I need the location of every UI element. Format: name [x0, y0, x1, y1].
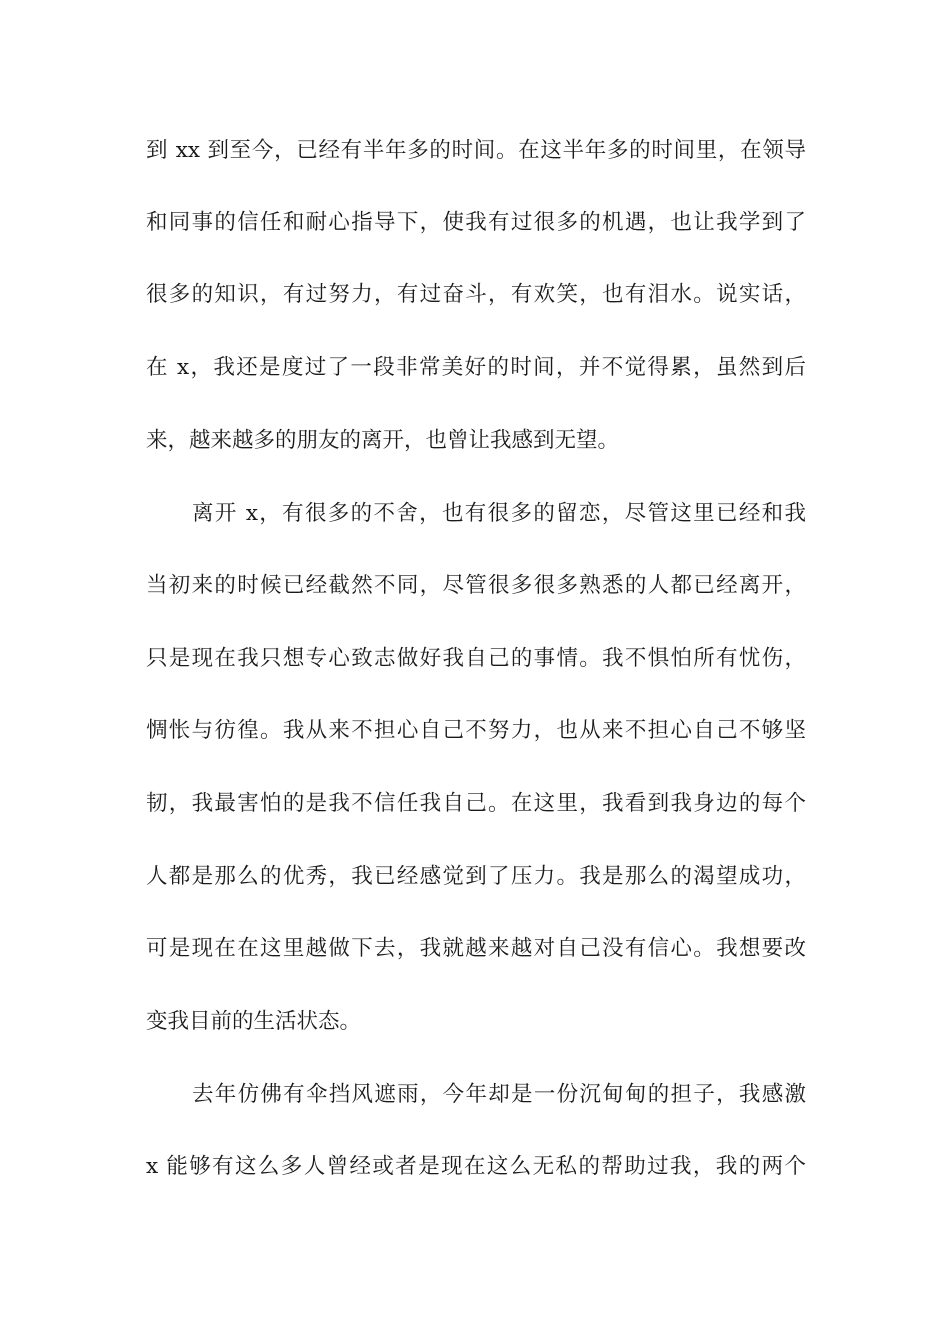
text-line: 离开 x，有很多的不舍，也有很多的留恋，尽管这里已经和我	[192, 501, 806, 526]
text-line: 变我目前的生活状态。	[146, 1009, 362, 1034]
text-line: 和同事的信任和耐心指导下，使我有过很多的机遇，也让我学到了	[146, 210, 806, 235]
text-line: 很多的知识，有过努力，有过奋斗，有欢笑，也有泪水。说实话，	[146, 282, 806, 307]
text-line: 在 x，我还是度过了一段非常美好的时间，并不觉得累，虽然到后	[146, 355, 806, 380]
text-line: 人都是那么的优秀，我已经感觉到了压力。我是那么的渴望成功，	[146, 864, 806, 889]
text-line: 来，越来越多的朋友的离开，也曾让我感到无望。	[146, 428, 620, 453]
text-line: 可是现在在这里越做下去，我就越来越对自己没有信心。我想要改	[146, 936, 806, 961]
text-line: 当初来的时候已经截然不同，尽管很多很多熟悉的人都已经离开，	[146, 573, 806, 598]
text-line: 只是现在我只想专心致志做好我自己的事情。我不惧怕所有忧伤，	[146, 646, 806, 671]
text-line: 去年仿佛有伞挡风遮雨，今年却是一份沉甸甸的担子，我感激	[192, 1082, 806, 1107]
text-line: 惆怅与彷徨。我从来不担心自己不努力，也从来不担心自己不够坚	[146, 718, 806, 743]
text-line: 韧，我最害怕的是我不信任我自己。在这里，我看到我身边的每个	[146, 791, 806, 816]
text-line: x 能够有这么多人曾经或者是现在这么无私的帮助过我，我的两个	[146, 1154, 806, 1179]
text-line: 到 xx 到至今，已经有半年多的时间。在这半年多的时间里，在领导	[146, 138, 806, 163]
